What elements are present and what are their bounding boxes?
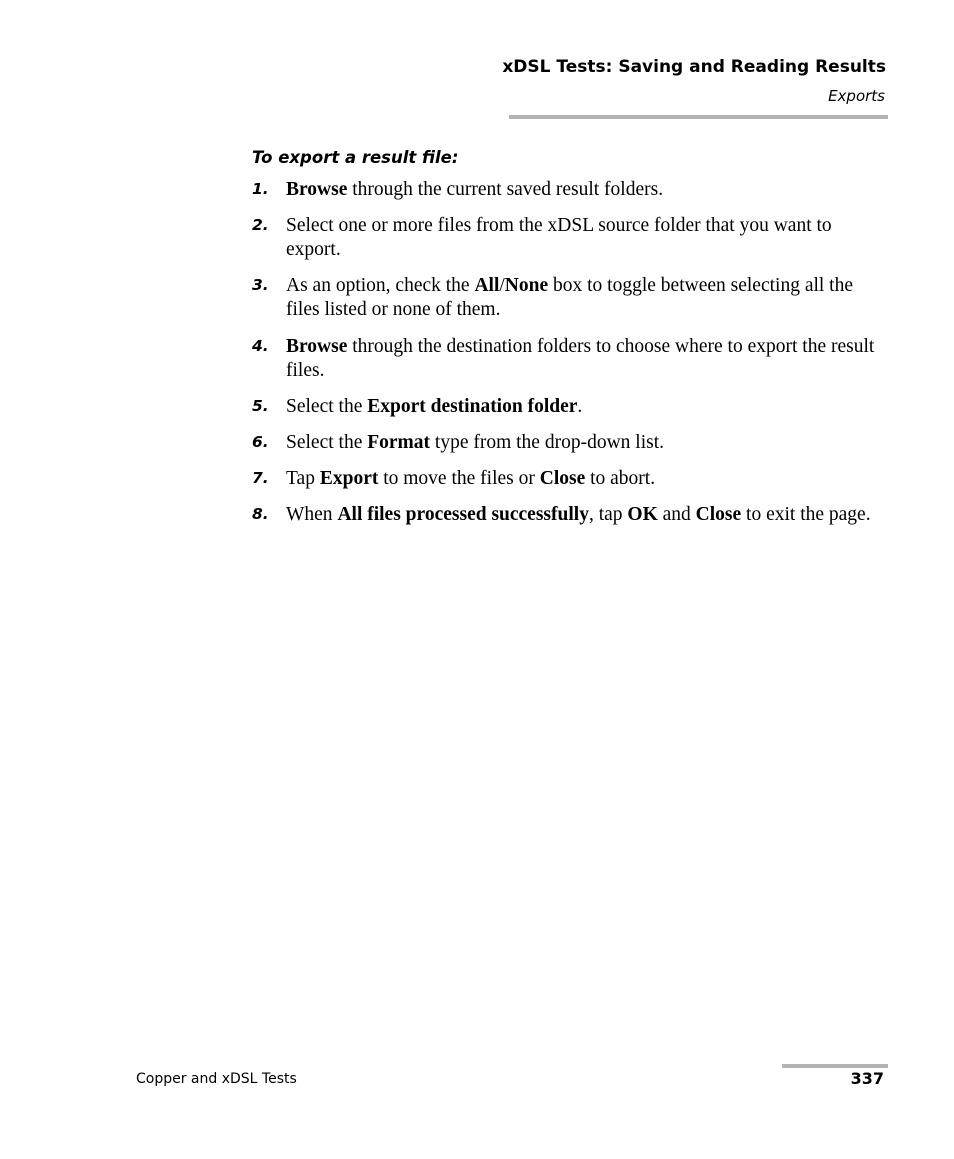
step-5 xyxy=(252,395,892,419)
step-1 xyxy=(252,178,892,202)
page-number: 337 xyxy=(850,1069,884,1088)
step-text: Select the Export destination folder. xyxy=(286,396,583,417)
footer-rule xyxy=(782,1064,888,1068)
step-3 xyxy=(252,274,892,322)
step-number: 2. xyxy=(252,216,269,234)
procedure-title: To export a result file: xyxy=(252,148,459,167)
running-header-section: Exports xyxy=(828,87,885,105)
step-2 xyxy=(252,214,892,262)
step-number: 5. xyxy=(252,397,269,415)
step-number: 7. xyxy=(252,469,269,487)
header-rule xyxy=(509,115,888,119)
step-4 xyxy=(252,335,892,383)
step-text: Select one or more files from the xDSL source folder that you want to export. xyxy=(286,215,832,260)
step-number: 6. xyxy=(252,433,269,451)
step-7 xyxy=(252,467,892,491)
step-text: Browse through the current saved result folders. xyxy=(286,179,664,200)
running-header-title: xDSL Tests: Saving and Reading Results xyxy=(502,57,886,77)
step-text: Browse through the destination folders to choose where to export the result files. xyxy=(286,336,875,381)
step-text: When All files processed successfully, tap OK and Close to exit the page. xyxy=(286,504,871,525)
step-number: 3. xyxy=(252,276,269,294)
step-6 xyxy=(252,431,892,455)
step-number: 8. xyxy=(252,505,269,523)
step-number: 1. xyxy=(252,180,269,198)
step-number: 4. xyxy=(252,337,269,355)
step-8 xyxy=(252,503,892,527)
step-text: Tap Export to move the files or Close to abort. xyxy=(286,468,656,489)
step-text: As an option, check the All/None box to toggle between selecting all the files listed or none of them. xyxy=(286,275,854,320)
footer-chapter-title: Copper and xDSL Tests xyxy=(136,1071,297,1087)
step-text: Select the Format type from the drop-down list. xyxy=(286,432,664,453)
